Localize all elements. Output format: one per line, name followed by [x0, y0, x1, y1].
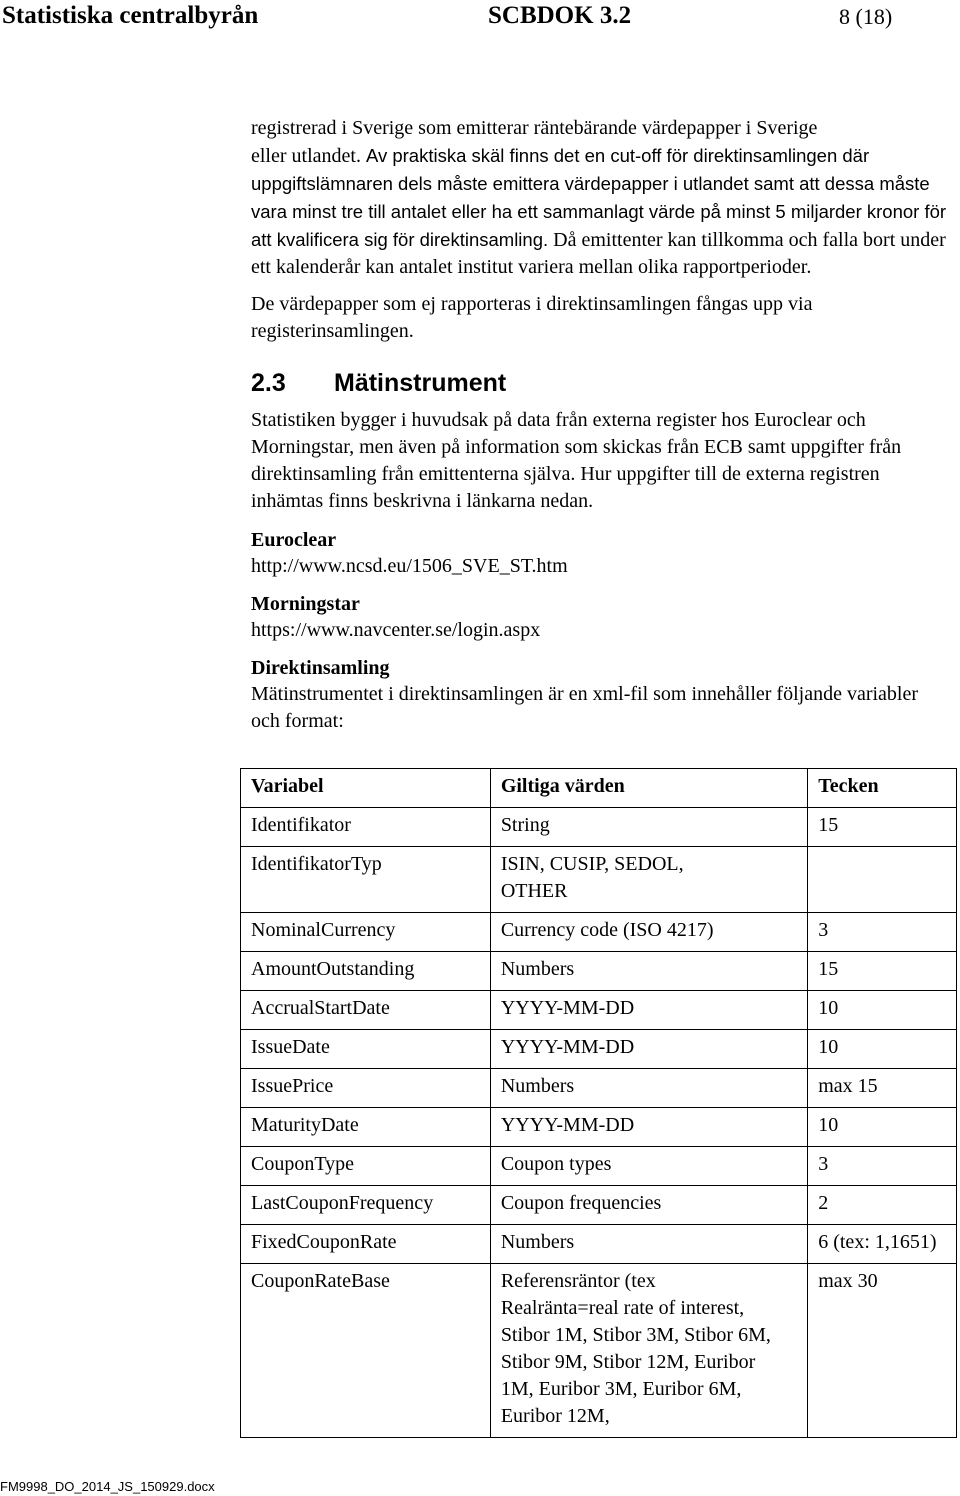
table-cell: max 15	[808, 1069, 957, 1108]
link-morningstar-name: Morningstar	[251, 593, 360, 615]
table-cell: ISIN, CUSIP, SEDOL, OTHER	[490, 847, 807, 913]
main-content	[251, 115, 951, 735]
table-cell: AmountOutstanding	[241, 952, 491, 991]
table-cell: 10	[808, 1030, 957, 1069]
intro-line-1: registrerad i Sverige som emitterar räntebärande värdepapper i Sverige	[251, 117, 818, 139]
intro-paragraph-2: De värdepapper som ej rapporteras i direktinsamlingen fångas upp via registerinsamlingen.	[251, 293, 813, 342]
table-cell: CouponType	[241, 1147, 491, 1186]
table-row	[241, 913, 957, 952]
table-header-row	[241, 769, 957, 808]
table-cell: 3	[808, 913, 957, 952]
table-cell: Numbers	[490, 1225, 807, 1264]
table-row	[241, 1069, 957, 1108]
table-row	[241, 847, 957, 913]
column-header-variabel: Variabel	[241, 769, 491, 808]
column-header-tecken: Tecken	[808, 769, 957, 808]
table-cell: 6 (tex: 1,1651)	[808, 1225, 957, 1264]
table-cell: FixedCouponRate	[241, 1225, 491, 1264]
table-row	[241, 952, 957, 991]
table-cell: 3	[808, 1147, 957, 1186]
table-cell: max 30	[808, 1264, 957, 1438]
table-cell: IssueDate	[241, 1030, 491, 1069]
table-cell: 15	[808, 952, 957, 991]
section-title: Mätinstrument	[334, 369, 507, 397]
section-number: 2.3	[251, 369, 286, 397]
section-body: Statistiken bygger i huvudsak på data från externa register hos Euroclear och Morningstar, men även på information som skickas från ECB samt uppgifter från direktinsamling från emittenterna själva. Hur uppgifter till de externa registren inhämtas finns beskrivna i länkarna nedan.	[251, 409, 902, 512]
table-row	[241, 1030, 957, 1069]
table-row	[241, 1264, 957, 1438]
table-cell: Numbers	[490, 1069, 807, 1108]
direktinsamling-text: Mätinstrumentet i direktinsamlingen är en xml-fil som innehåller följande variabler och format:	[251, 683, 919, 732]
table-row	[241, 1108, 957, 1147]
header-document-id: SCBDOK 3.2	[488, 2, 632, 29]
table-cell: Coupon types	[490, 1147, 807, 1186]
table-cell: Currency code (ISO 4217)	[490, 913, 807, 952]
table-cell: LastCouponFrequency	[241, 1186, 491, 1225]
table-row	[241, 991, 957, 1030]
table-cell: CouponRateBase	[241, 1264, 491, 1438]
table-cell: YYYY-MM-DD	[490, 1030, 807, 1069]
link-euroclear	[251, 527, 951, 579]
link-morningstar	[251, 591, 951, 643]
table-cell: MaturityDate	[241, 1108, 491, 1147]
direktinsamling-block	[251, 655, 951, 735]
footer-filename: FM9998_DO_2014_JS_150929.docx	[0, 1479, 215, 1494]
table-cell: Numbers	[490, 952, 807, 991]
direktinsamling-heading: Direktinsamling	[251, 657, 390, 679]
intro-paragraph-1	[251, 115, 951, 281]
column-header-giltiga-varden: Giltiga värden	[490, 769, 807, 808]
table-cell: 15	[808, 808, 957, 847]
variables-table	[240, 768, 957, 1438]
header-page-number: 8 (18)	[839, 4, 893, 29]
intro-line-2: eller utlandet.	[251, 145, 366, 167]
intro-sans-text: Av praktiska skäl finns det en cut-off för direktinsamlingen där uppgiftslämnaren dels måste emittera värdepapper i utlandet samt att dessa måste vara minst tre till antalet eller ha ett sammanlagt värde på minst 5 miljarder kronor för att kvalificera sig för direktinsamling.	[251, 145, 947, 250]
table-row	[241, 1147, 957, 1186]
page-header	[0, 0, 960, 40]
table-cell	[808, 847, 957, 913]
table-cell: Coupon frequencies	[490, 1186, 807, 1225]
table-row	[241, 1186, 957, 1225]
table-cell: 10	[808, 991, 957, 1030]
link-morningstar-url[interactable]: https://www.navcenter.se/login.aspx	[251, 619, 541, 641]
table-row	[241, 808, 957, 847]
table-cell: YYYY-MM-DD	[490, 1108, 807, 1147]
table-cell: 2	[808, 1186, 957, 1225]
table-cell: 10	[808, 1108, 957, 1147]
header-organization: Statistiska centralbyrån	[2, 2, 259, 29]
table-cell: IssuePrice	[241, 1069, 491, 1108]
intro-rest-text: Då emittenter kan tillkomma och falla bort under ett kalenderår kan antalet institut variera mellan olika rapportperioder.	[251, 229, 946, 278]
link-euroclear-name: Euroclear	[251, 529, 337, 551]
table-cell: NominalCurrency	[241, 913, 491, 952]
table-cell: String	[490, 808, 807, 847]
link-euroclear-url[interactable]: http://www.ncsd.eu/1506_SVE_ST.htm	[251, 555, 568, 577]
table-cell: Identifikator	[241, 808, 491, 847]
section-heading	[251, 367, 951, 399]
table-cell: Referensräntor (tex Realränta=real rate of interest, Stibor 1M, Stibor 3M, Stibor 6M, Stibor 9M, Stibor 12M, Euribor 1M, Euribor 3M, Euribor 6M, Euribor 12M,	[490, 1264, 807, 1438]
table-cell: IdentifikatorTyp	[241, 847, 491, 913]
table-row	[241, 1225, 957, 1264]
table-cell: YYYY-MM-DD	[490, 991, 807, 1030]
table-cell: AccrualStartDate	[241, 991, 491, 1030]
